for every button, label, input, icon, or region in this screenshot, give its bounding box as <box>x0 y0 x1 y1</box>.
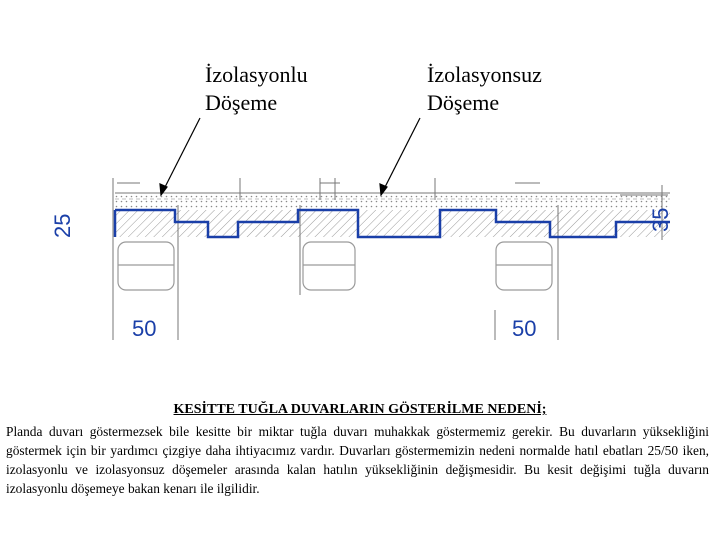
leader-lines <box>160 118 420 195</box>
concrete-slab <box>115 210 670 237</box>
dimension-width-right: 50 <box>512 316 537 341</box>
slab-screed <box>115 193 670 210</box>
dimension-width-left: 50 <box>132 316 157 341</box>
dimension-left-height: 25 <box>50 213 75 238</box>
uninsulated-label-line2: Döşeme <box>427 90 500 115</box>
uninsulated-label-line1: İzolasyonsuz <box>427 62 542 87</box>
brick-wall-2 <box>303 242 355 290</box>
dimension-right-height: 35 <box>648 207 673 232</box>
explanation-paragraph: Planda duvarı göstermezsek bile kesitte bir miktar tuğla duvarı muhakkak göstermemiz gerekir. Bu duvarların yüksekliğini göstermek için bir yardımcı çizgiye daha ihtiyacımız vardır. Duvarları göstermemizin nedeni normalde hatıl ebatları 25/50 iken, izolasyonlu ve izolasyonsuz döşemeler arasında kalan hatılın yüksekliğinin değişmesidir. Bu kesit değişimi tuğla duvarın izolasyonlu döşemeye bakan kenarı ile ilgilidir. <box>6 424 709 496</box>
brick-walls <box>118 242 552 290</box>
brick-wall-1 <box>118 242 174 290</box>
section-heading: KESİTTE TUĞLA DUVARLARIN GÖSTERİLME NEDENİ; <box>173 402 547 417</box>
insulated-label-line1: İzolasyonlu <box>205 62 308 87</box>
insulated-label-line2: Döşeme <box>205 90 278 115</box>
brick-wall-3 <box>496 242 552 290</box>
